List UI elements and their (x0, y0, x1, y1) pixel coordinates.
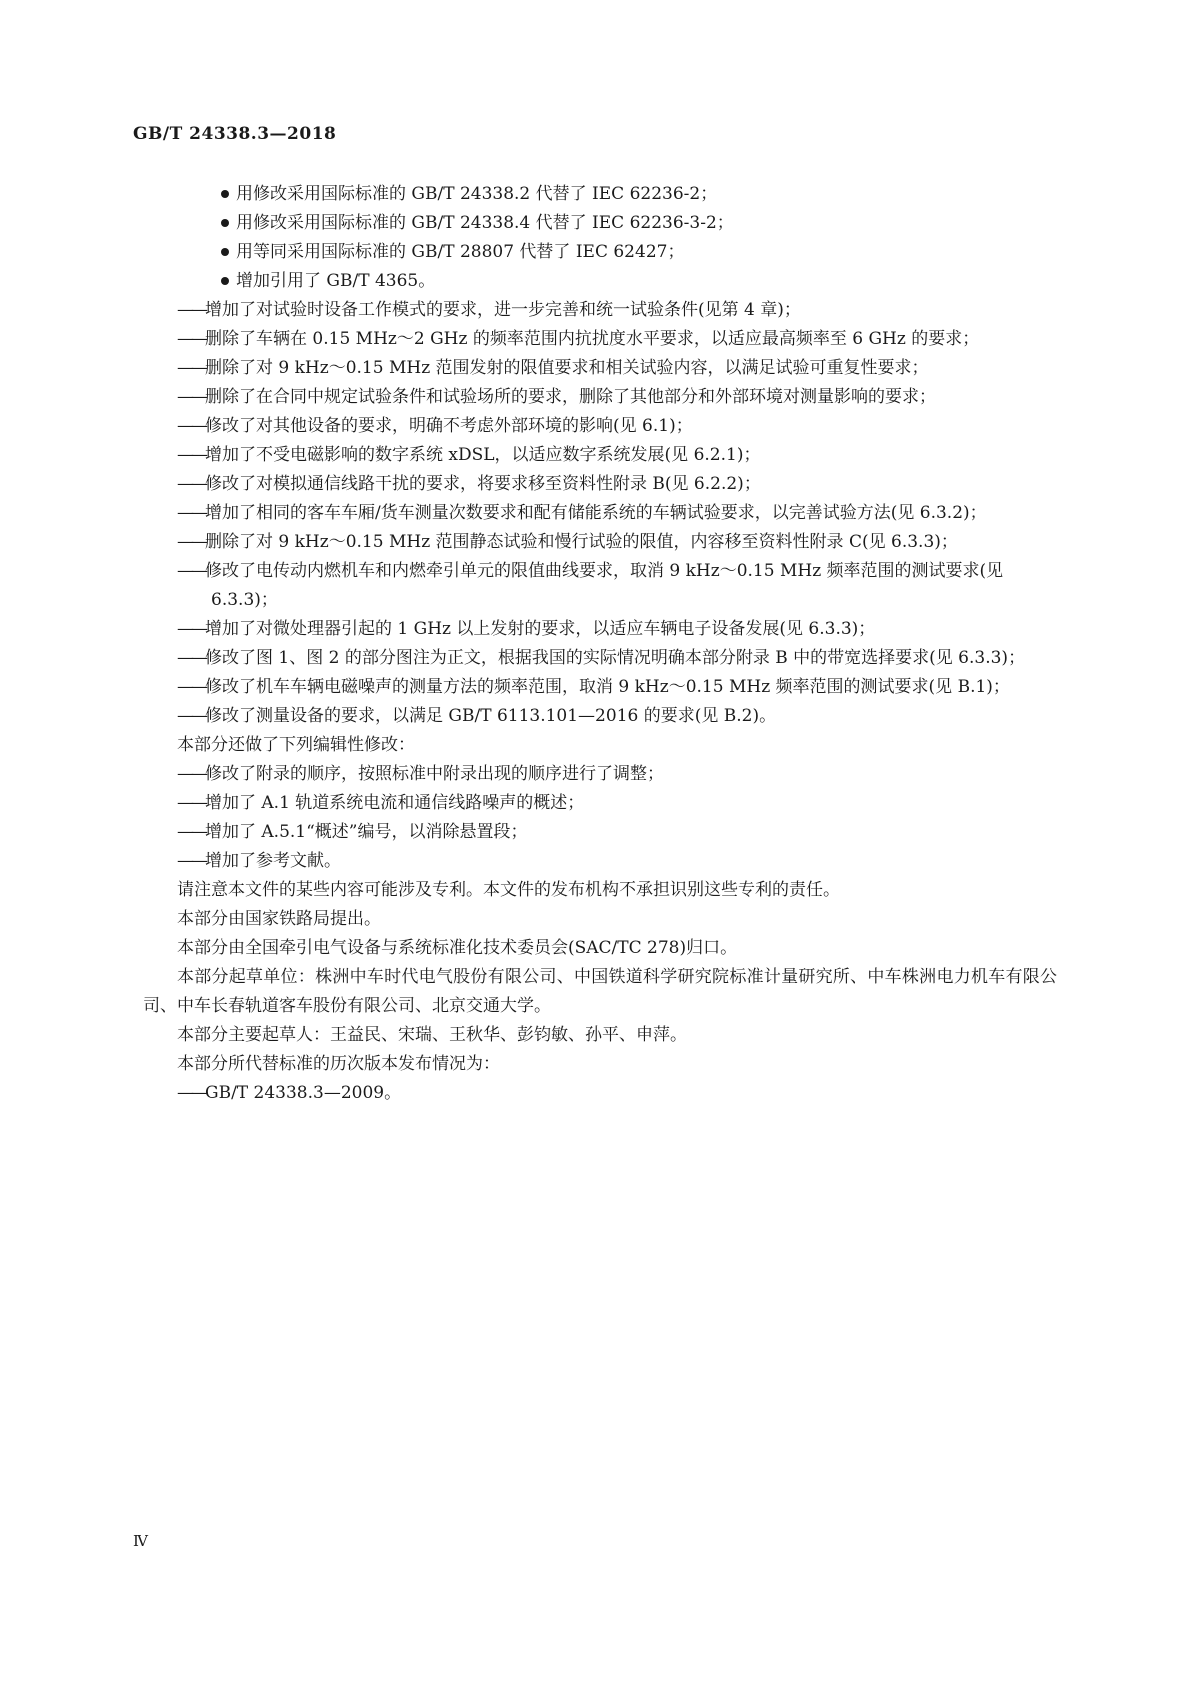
previous-versions-intro: 本部分所代替标准的历次版本发布情况为： (177, 1054, 500, 1074)
bullet-item: 用修改采用国际标准的 GB/T 24338.2 代替了 IEC 62236-2； (133, 180, 1057, 209)
under-jurisdiction: 本部分由全国牵引电气设备与系统标准化技术委员会(SAC/TC 278)归口。 (177, 938, 738, 958)
list-item: ——删除了对 9 kHz～0.15 MHz 范围发射的限值要求和相关试验内容，以满足试验可重复性要求； (177, 358, 929, 378)
bullet-item: 用修改采用国际标准的 GB/T 24338.4 代替了 IEC 62236-3-2； (133, 209, 1057, 238)
editorial-changes-list (133, 760, 1057, 876)
list-item: ——修改了机车车辆电磁噪声的测量方法的频率范围，取消 9 kHz～0.15 MHz 频率范围的测试要求(见 B.1)； (177, 677, 1010, 697)
main-drafters: 本部分主要起草人：王益民、宋瑞、王秋华、彭钧敏、孙平、申萍。 (177, 1025, 687, 1045)
list-item: ——修改了图 1、图 2 的部分图注为正文，根据我国的实际情况明确本部分附录 B 中的带宽选择要求(见 6.3.3)； (177, 648, 1026, 668)
list-item: ——增加了相同的客车车厢/货车测量次数要求和配有储能系统的车辆试验要求，以完善试验方法(见 6.3.2)； (177, 503, 987, 523)
bullet-item: 增加引用了 GB/T 4365。 (133, 267, 1057, 296)
bullet-dot-icon (221, 219, 229, 227)
list-item: ——增加了对微处理器引起的 1 GHz 以上发射的要求，以适应车辆电子设备发展(见 6.3.3)； (177, 619, 876, 639)
list-item: ——增加了 A.1 轨道系统电流和通信线路噪声的概述； (177, 793, 585, 813)
page-number: Ⅳ (133, 1532, 148, 1550)
list-item: ——修改了附录的顺序，按照标准中附录出现的顺序进行了调整； (177, 764, 664, 784)
list-item: ——修改了测量设备的要求，以满足 GB/T 6113.101—2016 的要求(见 B.2)。 (177, 706, 777, 726)
previous-versions-list (133, 1079, 1057, 1108)
list-item: ——修改了对模拟通信线路干扰的要求，将要求移至资料性附录 B(见 6.2.2)； (177, 474, 761, 494)
patent-notice: 请注意本文件的某些内容可能涉及专利。本文件的发布机构不承担识别这些专利的责任。 (177, 880, 840, 900)
proposed-by: 本部分由国家铁路局提出。 (177, 909, 381, 929)
list-item: ——增加了参考文献。 (177, 851, 341, 871)
list-item: ——增加了不受电磁影响的数字系统 xDSL，以适应数字系统发展(见 6.2.1)； (177, 445, 761, 465)
list-item: ——增加了 A.5.1“概述”编号，以消除悬置段； (177, 822, 528, 842)
foreword-body (133, 180, 1057, 1108)
list-item: ——删除了车辆在 0.15 MHz～2 GHz 的频率范围内抗扰度水平要求，以适应最高频率至 6 GHz 的要求； (177, 329, 980, 349)
list-item: ——增加了对试验时设备工作模式的要求，进一步完善和统一试验条件(见第 4 章)； (177, 300, 801, 320)
bullet-item: 用等同采用国际标准的 GB/T 28807 代替了 IEC 62427； (133, 238, 1057, 267)
list-item: ——删除了在合同中规定试验条件和试验场所的要求，删除了其他部分和外部环境对测量影响的要求； (177, 387, 936, 407)
technical-changes-list (133, 296, 1057, 731)
drafting-organizations: 本部分起草单位：株洲中车时代电气股份有限公司、中国铁道科学研究院标准计量研究所、中车株洲电力机车有限公司、中车长春轨道客车股份有限公司、北京交通大学。 (143, 967, 1057, 1016)
bullet-dot-icon (221, 190, 229, 198)
editorial-intro: 本部分还做了下列编辑性修改： (177, 735, 415, 755)
list-item: ——删除了对 9 kHz～0.15 MHz 范围静态试验和慢行试验的限值，内容移至资料性附录 C(见 6.3.3)； (177, 532, 958, 552)
bullet-dot-icon (221, 248, 229, 256)
bullet-dot-icon (221, 277, 229, 285)
bullet-list (133, 180, 1057, 296)
list-item: ——GB/T 24338.3—2009。 (177, 1083, 402, 1103)
standard-code: GB/T 24338.3—2018 (133, 124, 337, 144)
list-item: ——修改了对其他设备的要求，明确不考虑外部环境的影响(见 6.1)； (177, 416, 693, 436)
list-item: ——修改了电传动内燃机车和内燃牵引单元的限值曲线要求，取消 9 kHz～0.15 MHz 频率范围的测试要求(见 6.3.3)； (177, 561, 1004, 610)
